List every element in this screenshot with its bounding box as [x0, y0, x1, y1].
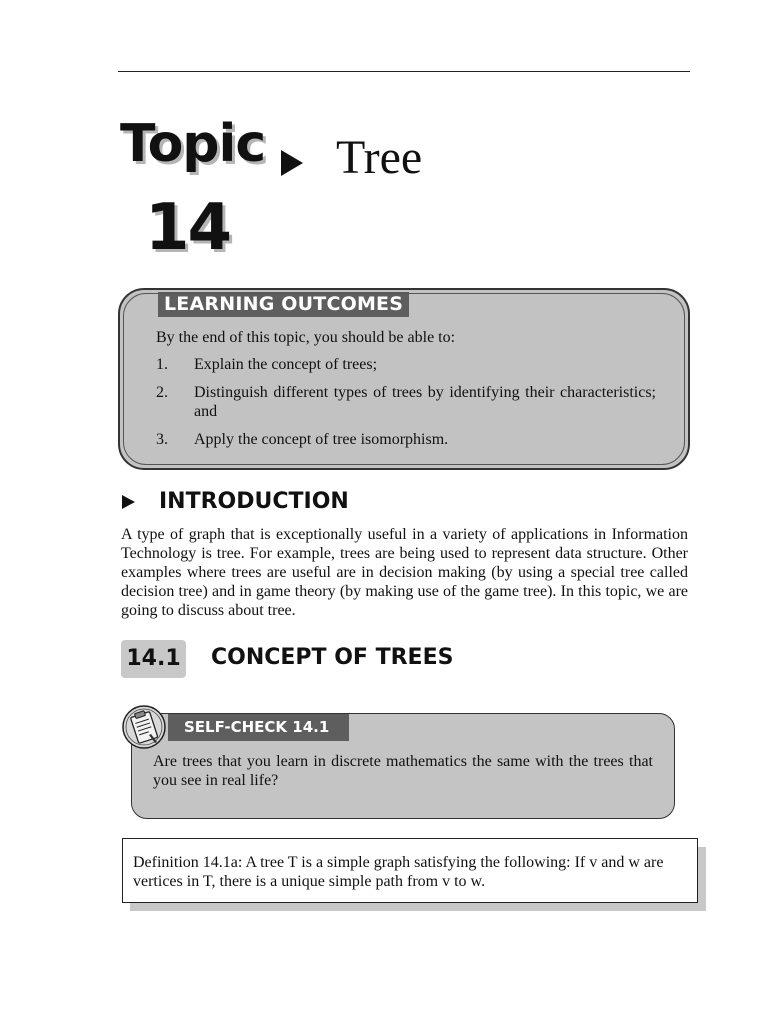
list-item-number: 2. — [156, 384, 168, 401]
definition-body: : A tree T is a simple graph satisfying the following: If v and w are vertices in T, there is a unique simple path from v to w. — [133, 854, 664, 890]
header-rule — [118, 71, 690, 72]
definition-label: Definition 14.1a — [133, 854, 238, 871]
list-item-text: Distinguish different types of trees by identifying their characteristics; and — [194, 384, 656, 420]
triangle-bullet-icon — [122, 495, 135, 509]
learning-outcomes-intro: By the end of this topic, you should be able to: — [156, 329, 456, 346]
list-item-text: Apply the concept of tree isomorphism. — [194, 431, 449, 448]
list-item-text: Explain the concept of trees; — [194, 356, 378, 373]
introduction-paragraph: A type of graph that is exceptionally useful in a variety of applications in Information Technology is tree. For example, trees are being used to represent data structure. Other examples where trees are useful are in decision making (by using a special tree called decision tree) and in game theory (by making use of the game tree). In this topic, we are going to discuss about tree. — [121, 526, 688, 619]
clipboard-checklist-icon — [121, 704, 167, 750]
triangle-arrow-icon — [281, 150, 303, 176]
introduction-heading: INTRODUCTION — [159, 489, 349, 514]
section-number-badge: 14.1 — [121, 640, 186, 678]
list-item-number: 1. — [156, 356, 168, 373]
definition-box — [122, 838, 698, 903]
topic-title: Tree — [336, 131, 423, 184]
topic-number: 14 — [145, 191, 231, 265]
section-heading: CONCEPT OF TREES — [211, 645, 454, 670]
self-check-question: Are trees that you learn in discrete mathematics the same with the trees that you see in real life? — [153, 753, 653, 789]
definition-text — [133, 853, 689, 891]
topic-label: Topic — [120, 114, 266, 174]
learning-outcomes-box — [118, 288, 690, 470]
learning-outcomes-heading: LEARNING OUTCOMES — [158, 292, 409, 317]
self-check-heading: SELF-CHECK 14.1 — [168, 714, 349, 741]
list-item-number: 3. — [156, 431, 168, 448]
